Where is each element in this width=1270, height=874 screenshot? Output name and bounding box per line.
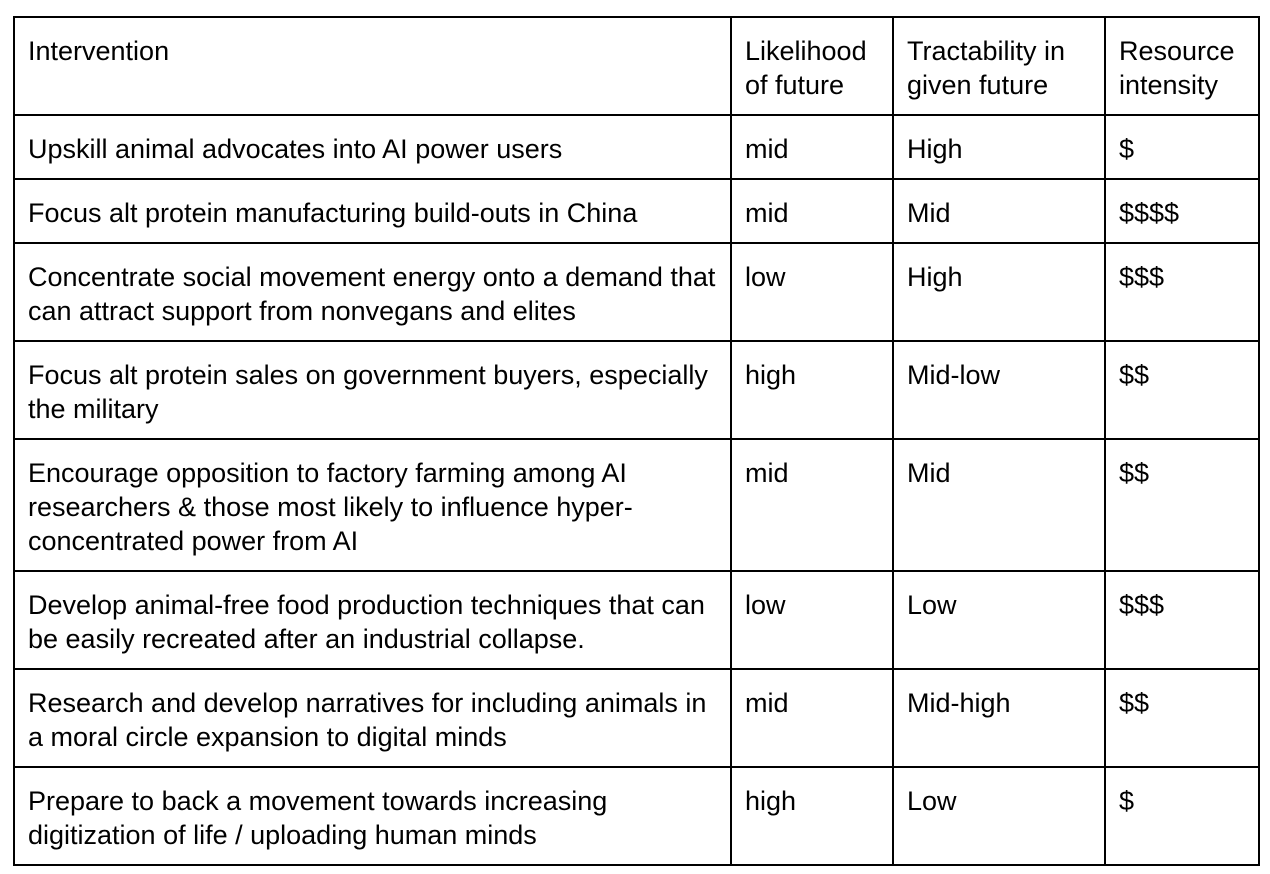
cell-tractability: Mid [893,439,1105,571]
table-row [14,571,1259,669]
table-row [14,243,1259,341]
table-row [14,115,1259,179]
cell-tractability: Low [893,767,1105,865]
cell-tractability: Mid-high [893,669,1105,767]
cell-resource: $$ [1105,341,1259,439]
cell-tractability: Low [893,571,1105,669]
interventions-table [13,16,1260,866]
cell-tractability: High [893,115,1105,179]
cell-likelihood: high [731,767,893,865]
cell-resource: $$ [1105,669,1259,767]
cell-intervention: Develop animal-free food production techniques that can be easily recreated after an industrial collapse. [14,571,731,669]
cell-intervention: Upskill animal advocates into AI power users [14,115,731,179]
table-row [14,341,1259,439]
cell-intervention: Prepare to back a movement towards increasing digitization of life / uploading human minds [14,767,731,865]
header-resource-intensity: Resource intensity [1105,17,1259,115]
cell-likelihood: high [731,341,893,439]
table-row [14,439,1259,571]
header-likelihood: Likelihood of future [731,17,893,115]
cell-resource: $$$ [1105,243,1259,341]
cell-resource: $$ [1105,439,1259,571]
cell-intervention: Encourage opposition to factory farming among AI researchers & those most likely to influence hyper-concentrated power from AI [14,439,731,571]
table-row [14,669,1259,767]
table-header-row [14,17,1259,115]
cell-tractability: Mid [893,179,1105,243]
cell-resource: $ [1105,767,1259,865]
cell-likelihood: low [731,571,893,669]
cell-likelihood: mid [731,179,893,243]
cell-likelihood: mid [731,669,893,767]
cell-intervention: Focus alt protein manufacturing build-outs in China [14,179,731,243]
cell-likelihood: mid [731,439,893,571]
cell-intervention: Concentrate social movement energy onto a demand that can attract support from nonvegans and elites [14,243,731,341]
header-tractability: Tractability in given future [893,17,1105,115]
cell-tractability: Mid-low [893,341,1105,439]
cell-resource: $ [1105,115,1259,179]
cell-intervention: Focus alt protein sales on government buyers, especially the military [14,341,731,439]
cell-resource: $$$ [1105,571,1259,669]
cell-intervention: Research and develop narratives for including animals in a moral circle expansion to digital minds [14,669,731,767]
table-row [14,179,1259,243]
cell-likelihood: mid [731,115,893,179]
table-row [14,767,1259,865]
cell-resource: $$$$ [1105,179,1259,243]
cell-likelihood: low [731,243,893,341]
header-intervention: Intervention [14,17,731,115]
cell-tractability: High [893,243,1105,341]
